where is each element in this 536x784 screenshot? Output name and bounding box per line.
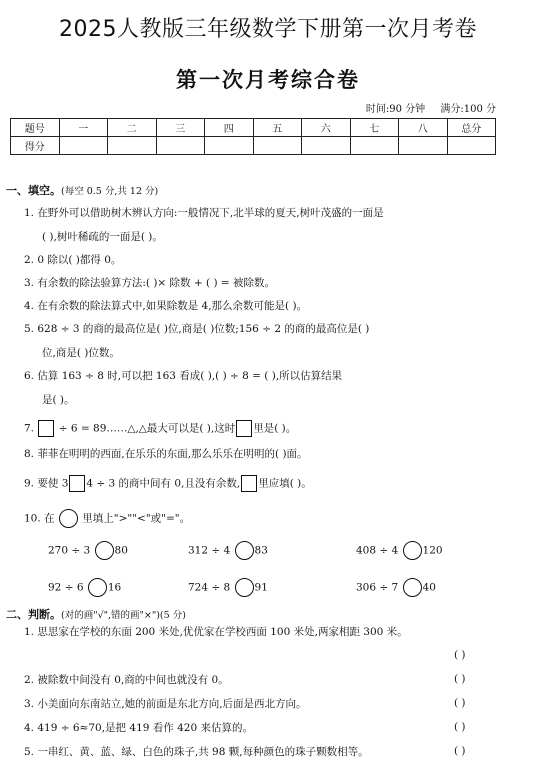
question-8: 8. 菲菲在明明的西面,在乐乐的东面,那么乐乐在明明的( )面。 [24,448,308,460]
compare-circle[interactable] [235,541,254,560]
compare-right: 80 [114,544,128,557]
judge-item-3: 3. 小美面向东南站立,她的前面是东北方向,后面是西北方向。 [24,698,307,710]
score-input-cell[interactable] [399,137,448,155]
judge-answer-1[interactable]: ( ) [454,649,466,661]
compare-circle[interactable] [59,509,78,528]
score-cell: 一 [59,119,108,137]
judge-answer-5[interactable]: ( ) [454,745,466,757]
question-9 [24,475,312,492]
question-1-line2: ( ),树叶稀疏的一面是( )。 [42,231,163,243]
compare-circle[interactable] [95,541,114,560]
judge-item-1: 1. 思思家在学校的东面 200 米处,优优家在学校西面 100 米处,两家相距 300 米。 [24,626,408,638]
judge-item-2: 2. 被除数中间没有 0,商的中间也就没有 0。 [24,674,229,686]
score-cell: 三 [156,119,205,137]
compare-circle[interactable] [88,578,107,597]
answer-box[interactable] [236,420,252,437]
question-9-text-b: 4 ÷ 3 的商中间有 0,且没有余数, [86,477,241,490]
score-cell: 题号 [11,119,60,137]
question-2: 2. 0 除以( )都得 0。 [24,254,122,266]
question-1-line1: 1. 在野外可以借助树木辨认方向:一般情况下,北半球的夏天,树叶茂盛的一面是 [24,207,384,219]
question-6-line1: 6. 估算 163 ÷ 8 时,可以把 163 看成( ),( ) ÷ 8 = ( ),所以估算结果 [24,370,343,382]
section1-title: 一、填空。 [6,184,61,197]
score-cell: 总分 [447,119,496,137]
score-input-cell[interactable] [108,137,157,155]
compare-right: 16 [107,581,122,594]
compare-right: 40 [422,581,436,594]
judge-answer-3[interactable]: ( ) [454,697,466,709]
score-cell: 五 [253,119,302,137]
question-10 [24,509,190,528]
compare-left: 270 ÷ 3 [48,544,91,557]
question-7-number: 7. [24,422,35,435]
compare-circle[interactable] [403,578,422,597]
score-input-cell[interactable] [350,137,399,155]
page-top-title: 2025人教版三年级数学下册第一次月考卷 [59,17,477,42]
score-input-cell[interactable] [447,137,496,155]
question-9-text-a: 9. 要使 3 [24,477,69,490]
score-input-cell[interactable] [205,137,254,155]
score-cell: 四 [205,119,254,137]
compare-left: 724 ÷ 8 [188,581,231,594]
exam-time: 时间:90 分钟 [365,104,426,115]
exam-meta [354,100,496,115]
score-cell: 得分 [11,137,60,155]
question-5-line1: 5. 628 ÷ 3 的商的最高位是( )位,商是( )位数;156 ÷ 2 的商的最高位是( ) [24,323,370,335]
compare-item [356,541,443,560]
compare-item [356,578,436,597]
score-table [10,118,496,155]
question-10-text-b: 里填上">""<"或"="。 [82,512,191,525]
judge-item-5: 5. 一串红、黄、蓝、绿、白色的珠子,共 98 颗,每种颜色的珠子颗数相等。 [24,746,369,758]
question-7-text-b: 里是( )。 [253,422,297,435]
question-6-line2: 是( )。 [42,394,75,406]
compare-right: 120 [422,544,443,557]
score-input-cell[interactable] [156,137,205,155]
compare-right: 83 [254,544,268,557]
exam-title: 第一次月考综合卷 [176,67,360,92]
score-cell: 二 [108,119,157,137]
compare-left: 312 ÷ 4 [188,544,231,557]
compare-item [48,541,128,560]
score-cell: 六 [302,119,351,137]
judge-item-4: 4. 419 ÷ 6≈70,是把 419 看作 420 来估算的。 [24,722,253,734]
compare-right: 91 [254,581,268,594]
question-4: 4. 在有余数的除法算式中,如果除数是 4,那么余数可能是( )。 [24,300,308,312]
compare-item [188,541,268,560]
question-7-text-a: ÷ 6 = 89……△,△最大可以是( ),这时 [58,422,236,435]
score-input-cell[interactable] [302,137,351,155]
compare-left: 306 ÷ 7 [356,581,399,594]
compare-left: 408 ÷ 4 [356,544,399,557]
question-3: 3. 有余数的除法验算方法:( )× 除数 + ( ) = 被除数。 [24,277,276,289]
judge-answer-2[interactable]: ( ) [454,673,466,685]
compare-item [188,578,268,597]
compare-item [48,578,121,597]
compare-circle[interactable] [403,541,422,560]
section2-heading [6,606,186,622]
section2-note: (对的画"√",错的画"×")(5 分) [61,610,186,621]
exam-score: 满分:100 分 [440,104,496,115]
score-table-score-row [11,137,496,155]
question-9-text-c: 里应填( )。 [258,477,312,490]
section1-heading [6,182,158,198]
compare-circle[interactable] [235,578,254,597]
question-5-line2: 位,商是( )位数。 [42,347,120,359]
score-table-header-row [11,119,496,137]
score-cell: 七 [350,119,399,137]
answer-box[interactable] [241,475,257,492]
score-cell: 八 [399,119,448,137]
judge-answer-4[interactable]: ( ) [454,721,466,733]
section1-note: (每空 0.5 分,共 12 分) [61,186,159,197]
answer-box[interactable] [38,420,54,437]
score-input-cell[interactable] [253,137,302,155]
question-7 [24,420,296,437]
compare-left: 92 ÷ 6 [48,581,84,594]
question-10-text-a: 10. 在 [24,512,55,525]
section2-title: 二、判断。 [6,608,61,621]
answer-box[interactable] [69,475,85,492]
score-input-cell[interactable] [59,137,108,155]
